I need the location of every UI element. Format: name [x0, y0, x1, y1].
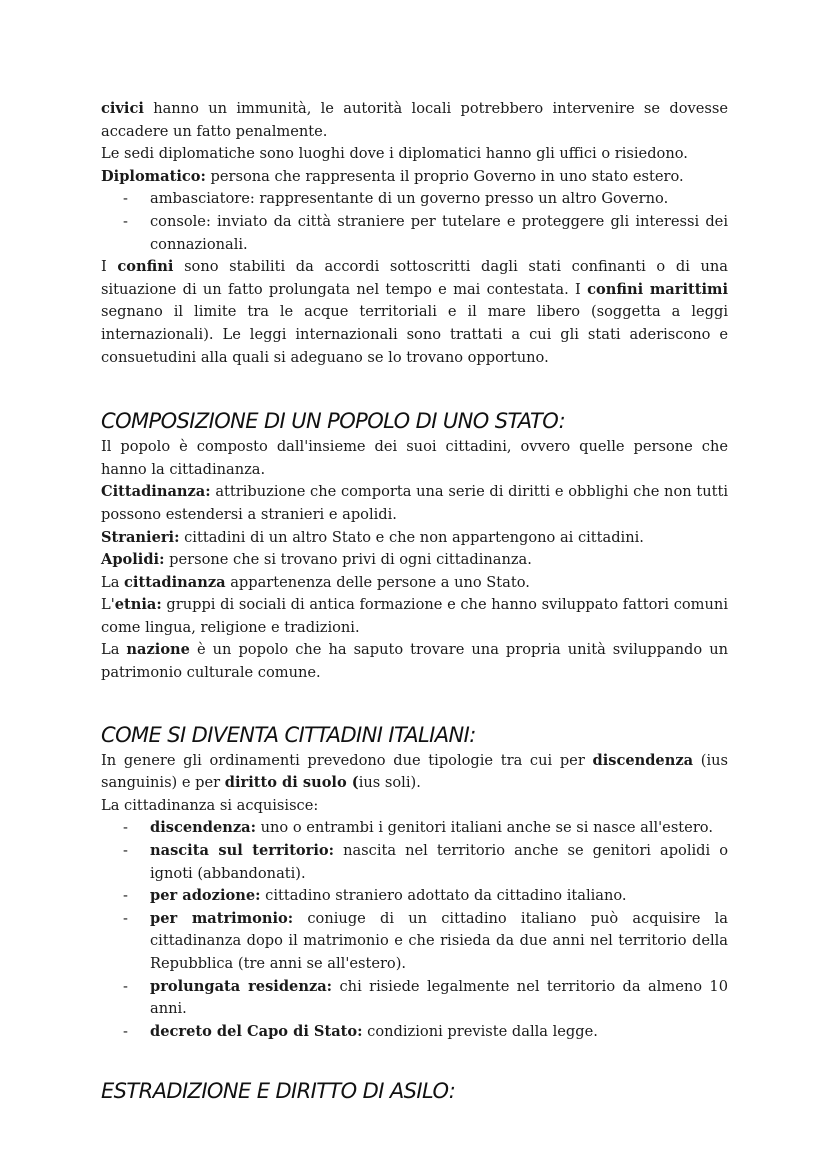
paragraph-nazione: La nazione è un popolo che ha saputo trovare una propria unità sviluppando un patrimonio culturale comune.: [101, 641, 728, 682]
paragraph-civici: civici hanno un immunità, le autorità locali potrebbero intervenire se dovesse accadere un fatto penalmente.: [101, 100, 728, 140]
paragraph-apolidi: Apolidi: persone che si trovano privi di ogni cittadinanza.: [101, 551, 532, 569]
acquisition-list: [101, 817, 728, 1043]
paragraph-acquisizione: La cittadinanza si acquisisce:: [101, 796, 319, 814]
paragraph-diplomatico: Diplomatico: persona che rappresenta il proprio Governo in uno stato estero.: [101, 167, 684, 185]
paragraph-confini: I confini sono stabiliti da accordi sottoscritti dagli stati confinanti o di una situazione di un fatto prolungata nel tempo e mai contestata. I confini marittimi segnano il limite tra le acque territoriali e il mare libero (soggetta a leggi internazionali). Le leggi internazionali sono trattati a cui gli stati aderiscono e consuetudini alla quali si adeguano se lo trovano opportuno.: [101, 258, 729, 366]
list-item: - nascita sul territorio: nascita nel territorio anche se genitori apolidi o ignoti (abbandonati).: [123, 842, 729, 882]
paragraph-sedi-diplomatiche: Le sedi diplomatiche sono luoghi dove i diplomatici hanno gli uffici o risiedono.: [101, 145, 688, 163]
list-item: - decreto del Capo di Stato: condizioni previste dalla legge.: [123, 1022, 598, 1040]
list-item: - console: inviato da città straniere per tutelare e proteggere gli interessi dei connazionali.: [123, 212, 728, 253]
paragraph-stranieri: Stranieri: cittadini di un altro Stato e che non appartengono ai cittadini.: [101, 528, 644, 546]
list-item: - per adozione: cittadino straniero adottato da cittadino italiano.: [123, 887, 627, 905]
heading-cittadini-italiani: COME SI DIVENTA CITTADINI ITALIANI:: [101, 722, 476, 747]
list-item: - discendenza: uno o entrambi i genitori italiani anche se si nasce all'estero.: [123, 819, 713, 837]
heading-estradizione: ESTRADIZIONE E DIRITTO DI ASILO:: [101, 1079, 456, 1104]
paragraph-cittadinanza-def: Cittadinanza: attribuzione che comporta una serie di diritti e obblighi che non tutti possono estendersi a stranieri e apolidi.: [101, 483, 728, 523]
list-item: - ambasciatore: rappresentante di un governo presso un altro Governo.: [123, 190, 669, 208]
paragraph-popolo: Il popolo è composto dall'insieme dei suoi cittadini, ovvero quelle persone che hanno la cittadinanza.: [101, 438, 728, 478]
paragraph-cittadinanza: La cittadinanza appartenenza delle persone a uno Stato.: [101, 573, 530, 591]
list-item: - prolungata residenza: chi risiede legalmente nel territorio da almeno 10 anni.: [123, 977, 729, 1018]
diplomatic-list: [101, 188, 728, 256]
document-body: [101, 98, 728, 1105]
paragraph-ordinamenti: In genere gli ordinamenti prevedono due tipologie tra cui per discendenza (ius sanguinis) e per diritto di suolo (ius soli).: [101, 751, 728, 792]
heading-composizione: COMPOSIZIONE DI UN POPOLO DI UNO STATO:: [101, 409, 566, 434]
paragraph-etnia: L'etnia: gruppi di sociali di antica formazione e che hanno sviluppato fattori comuni come lingua, religione e tradizioni.: [101, 596, 728, 636]
list-item: - per matrimonio: coniuge di un cittadino italiano può acquisire la cittadinanza dopo il matrimonio e che risieda da due anni nel territorio della Repubblica (tre anni se all'estero).: [123, 909, 728, 972]
